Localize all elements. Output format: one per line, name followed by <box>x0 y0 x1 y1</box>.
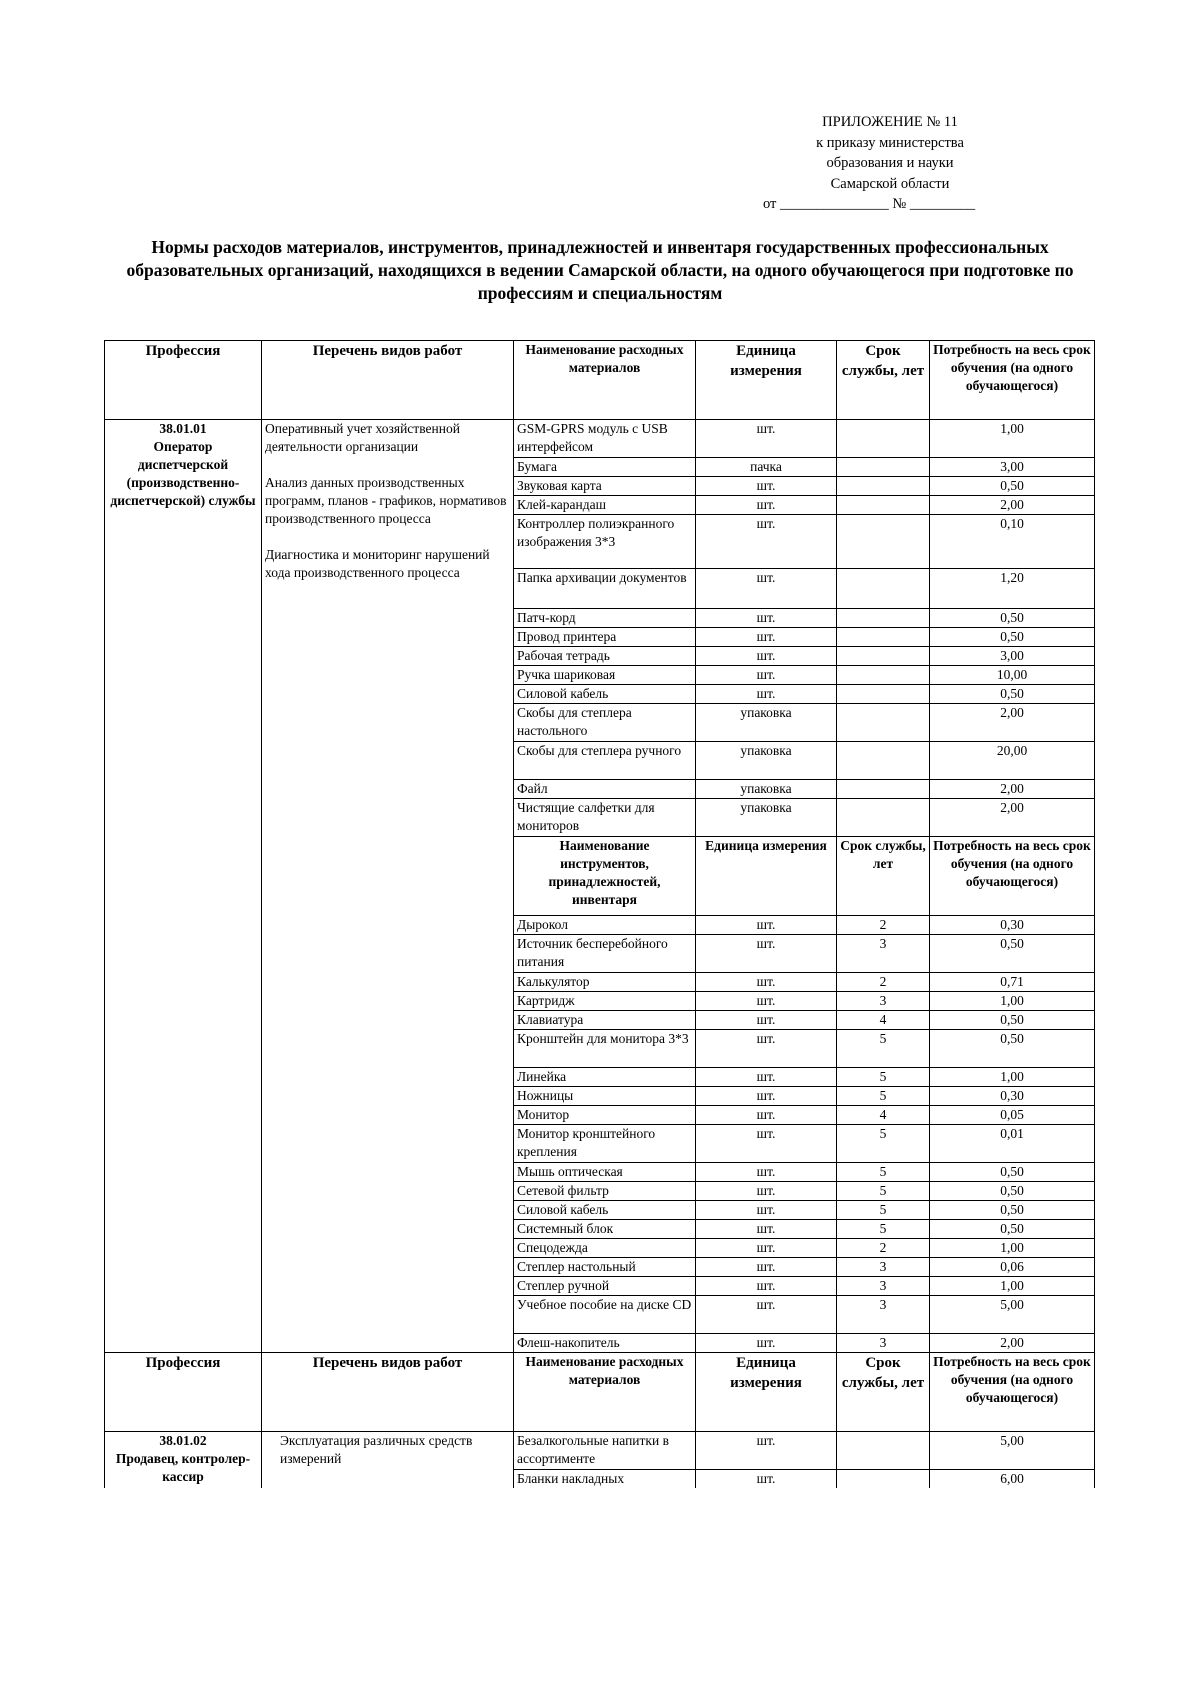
item-need: 3,00 <box>930 647 1095 666</box>
item-name: GSM-GPRS модуль с USB интерфейсом <box>514 420 696 458</box>
item-unit: шт. <box>696 973 837 992</box>
item-need: 0,50 <box>930 1220 1095 1239</box>
item-need: 0,06 <box>930 1258 1095 1277</box>
item-name: Системный блок <box>514 1220 696 1239</box>
works-cell <box>262 420 514 1353</box>
works-cell <box>262 1432 514 1489</box>
item-name: Файл <box>514 780 696 799</box>
item-name: Линейка <box>514 1068 696 1087</box>
item-unit: шт. <box>696 1277 837 1296</box>
item-unit: шт. <box>696 1296 837 1334</box>
item-unit: упаковка <box>696 704 837 742</box>
item-need: 0,30 <box>930 1087 1095 1106</box>
item-name: Ручка шариковая <box>514 666 696 685</box>
item-need: 0,50 <box>930 477 1095 496</box>
header-profession: Профессия <box>105 341 262 420</box>
item-need: 2,00 <box>930 704 1095 742</box>
item-need: 2,00 <box>930 799 1095 837</box>
item-need: 1,00 <box>930 992 1095 1011</box>
item-term: 5 <box>837 1201 930 1220</box>
item-name: Флеш-накопитель <box>514 1334 696 1353</box>
item-term: 5 <box>837 1182 930 1201</box>
item-unit: шт. <box>696 1470 837 1489</box>
item-name: Степлер ручной <box>514 1277 696 1296</box>
item-unit: шт. <box>696 1201 837 1220</box>
item-name: Папка архивации документов <box>514 569 696 609</box>
item-term: 5 <box>837 1030 930 1068</box>
item-need: 0,50 <box>930 1201 1095 1220</box>
item-unit: шт. <box>696 685 837 704</box>
item-term: 4 <box>837 1011 930 1030</box>
item-term: 3 <box>837 1296 930 1334</box>
item-term <box>837 1470 930 1489</box>
item-need: 1,20 <box>930 569 1095 609</box>
header-term: Срок службы, лет <box>837 1353 930 1432</box>
item-name: Монитор <box>514 1106 696 1125</box>
item-name: Провод принтера <box>514 628 696 647</box>
item-unit: шт. <box>696 1163 837 1182</box>
item-need: 0,50 <box>930 935 1095 973</box>
item-term <box>837 420 930 458</box>
item-need: 0,50 <box>930 1030 1095 1068</box>
work-item: Анализ данных производственных программ, планов - графиков, нормативов производственного процесса <box>265 475 507 526</box>
item-unit: упаковка <box>696 799 837 837</box>
header-unit: Единица измерения <box>696 341 837 420</box>
appendix-ministry-line: образования и науки <box>826 155 954 171</box>
item-unit: шт. <box>696 1087 837 1106</box>
item-term <box>837 458 930 477</box>
item-unit: шт. <box>696 515 837 569</box>
item-term: 3 <box>837 1334 930 1353</box>
item-term: 2 <box>837 1239 930 1258</box>
item-need: 1,00 <box>930 1239 1095 1258</box>
item-unit: шт. <box>696 1030 837 1068</box>
item-need: 2,00 <box>930 496 1095 515</box>
item-name: Спецодежда <box>514 1239 696 1258</box>
item-need: 0,50 <box>930 1182 1095 1201</box>
item-term <box>837 780 930 799</box>
item-unit: шт. <box>696 992 837 1011</box>
item-unit: шт. <box>696 1334 837 1353</box>
profession-name: Продавец, контролер-кассир <box>115 1451 251 1484</box>
item-unit: шт. <box>696 666 837 685</box>
item-term: 5 <box>837 1220 930 1239</box>
item-unit: упаковка <box>696 780 837 799</box>
appendix-region-line: Самарской области <box>830 175 950 192</box>
header-materials: Наименование расходных материалов <box>514 1353 696 1432</box>
work-item: Диагностика и мониторинг нарушений хода производственного процесса <box>265 547 490 580</box>
item-unit: шт. <box>696 1220 837 1239</box>
item-term <box>837 704 930 742</box>
item-need: 0,05 <box>930 1106 1095 1125</box>
work-item: Эксплуатация различных средств измерений <box>280 1433 473 1466</box>
item-name: Скобы для степлера ручного <box>514 742 696 780</box>
item-unit: шт. <box>696 420 837 458</box>
item-term: 5 <box>837 1163 930 1182</box>
header-works: Перечень видов работ <box>262 341 514 420</box>
section1-header-row <box>105 341 1095 420</box>
item-term: 2 <box>837 973 930 992</box>
item-name: Силовой кабель <box>514 685 696 704</box>
profession-name: Оператор диспетчерской (производственно-диспетчерской) службы <box>110 439 256 508</box>
item-term: 4 <box>837 1106 930 1125</box>
item-unit: шт. <box>696 647 837 666</box>
header-unit: Единица измерения <box>696 1353 837 1432</box>
item-term: 3 <box>837 992 930 1011</box>
item-need: 0,30 <box>930 916 1095 935</box>
profession-cell <box>105 420 262 1353</box>
item-unit: упаковка <box>696 742 837 780</box>
item-name: Бланки накладных <box>514 1470 696 1489</box>
material-row <box>105 420 1095 458</box>
item-name: Мышь оптическая <box>514 1163 696 1182</box>
section2-header-row <box>105 1353 1095 1432</box>
item-term <box>837 496 930 515</box>
item-name: Контроллер полиэкранного изображения 3*3 <box>514 515 696 569</box>
item-term <box>837 569 930 609</box>
header-works: Перечень видов работ <box>262 1353 514 1432</box>
item-unit: пачка <box>696 458 837 477</box>
item-term <box>837 647 930 666</box>
item-term: 5 <box>837 1087 930 1106</box>
item-name: Силовой кабель <box>514 1201 696 1220</box>
item-need: 0,50 <box>930 1011 1095 1030</box>
item-need: 0,10 <box>930 515 1095 569</box>
item-name: Степлер настольный <box>514 1258 696 1277</box>
item-need: 20,00 <box>930 742 1095 780</box>
item-unit: шт. <box>696 935 837 973</box>
item-name: Ножницы <box>514 1087 696 1106</box>
work-item: Оперативный учет хозяйственной деятельности организации <box>265 421 460 454</box>
appendix-signature-line: от _______________ № _________ <box>763 196 976 212</box>
tools-header-unit: Единица измерения <box>696 837 837 916</box>
item-name: Звуковая карта <box>514 477 696 496</box>
item-need: 1,00 <box>930 420 1095 458</box>
appendix-number: ПРИЛОЖЕНИЕ № 11 <box>822 114 958 130</box>
item-need: 10,00 <box>930 666 1095 685</box>
item-need: 6,00 <box>930 1470 1095 1489</box>
profession-cell <box>105 1432 262 1489</box>
item-need: 2,00 <box>930 780 1095 799</box>
item-term <box>837 685 930 704</box>
header-materials: Наименование расходных материалов <box>514 341 696 420</box>
item-term <box>837 742 930 780</box>
item-need: 0,01 <box>930 1125 1095 1163</box>
item-unit: шт. <box>696 1432 837 1470</box>
item-term <box>837 609 930 628</box>
item-name: Картридж <box>514 992 696 1011</box>
item-name: Клавиатура <box>514 1011 696 1030</box>
item-need: 3,00 <box>930 458 1095 477</box>
item-term: 5 <box>837 1068 930 1087</box>
item-term <box>837 477 930 496</box>
tools-header-name: Наименование инструментов, принадлежностей, инвентаря <box>514 837 696 916</box>
item-unit: шт. <box>696 1068 837 1087</box>
item-need: 0,50 <box>930 628 1095 647</box>
profession-code: 38.01.02 <box>159 1433 207 1448</box>
item-term <box>837 799 930 837</box>
item-term: 2 <box>837 916 930 935</box>
tools-header-term: Срок службы, лет <box>837 837 930 916</box>
appendix-order-line: к приказу министерства <box>816 134 964 151</box>
item-unit: шт. <box>696 916 837 935</box>
item-name: Сетевой фильтр <box>514 1182 696 1201</box>
norms-table <box>104 340 1095 1488</box>
item-name: Источник бесперебойного питания <box>514 935 696 973</box>
item-unit: шт. <box>696 1258 837 1277</box>
item-name: Рабочая тетрадь <box>514 647 696 666</box>
header-need: Потребность на весь срок обучения (на одного обучающегося) <box>930 341 1095 420</box>
header-need: Потребность на весь срок обучения (на одного обучающегося) <box>930 1353 1095 1432</box>
item-name: Патч-корд <box>514 609 696 628</box>
item-name: Клей-карандаш <box>514 496 696 515</box>
item-term: 3 <box>837 1277 930 1296</box>
profession-code: 38.01.01 <box>159 421 207 436</box>
item-term: 5 <box>837 1125 930 1163</box>
item-name: Дырокол <box>514 916 696 935</box>
item-term: 3 <box>837 935 930 973</box>
item-term <box>837 1432 930 1470</box>
item-unit: шт. <box>696 1182 837 1201</box>
item-name: Бумага <box>514 458 696 477</box>
item-name: Скобы для степлера настольного <box>514 704 696 742</box>
item-unit: шт. <box>696 1125 837 1163</box>
item-name: Кронштейн для монитора 3*3 <box>514 1030 696 1068</box>
item-need: 1,00 <box>930 1068 1095 1087</box>
item-name: Безалкогольные напитки в ассортименте <box>514 1432 696 1470</box>
header-term: Срок службы, лет <box>837 341 930 420</box>
item-unit: шт. <box>696 628 837 647</box>
item-name: Монитор кронштейного крепления <box>514 1125 696 1163</box>
material-row <box>105 1432 1095 1470</box>
item-term: 3 <box>837 1258 930 1277</box>
item-name: Калькулятор <box>514 973 696 992</box>
item-term <box>837 515 930 569</box>
item-term <box>837 628 930 647</box>
item-term <box>837 666 930 685</box>
appendix-block <box>760 112 1020 215</box>
item-need: 2,00 <box>930 1334 1095 1353</box>
item-unit: шт. <box>696 496 837 515</box>
item-unit: шт. <box>696 1011 837 1030</box>
header-profession: Профессия <box>105 1353 262 1432</box>
item-need: 5,00 <box>930 1296 1095 1334</box>
item-need: 0,50 <box>930 1163 1095 1182</box>
tools-header-need: Потребность на весь срок обучения (на одного обучающегося) <box>930 837 1095 916</box>
item-unit: шт. <box>696 569 837 609</box>
item-unit: шт. <box>696 1106 837 1125</box>
item-unit: шт. <box>696 477 837 496</box>
item-need: 1,00 <box>930 1277 1095 1296</box>
item-need: 0,71 <box>930 973 1095 992</box>
item-need: 0,50 <box>930 609 1095 628</box>
document-title: Нормы расходов материалов, инструментов, принадлежностей и инвентаря государственных профессиональных образовательных организаций, находящихся в ведении Самарской области, на одного обучающегося при подготовке по профессиям и специальностям <box>126 237 1074 303</box>
item-need: 5,00 <box>930 1432 1095 1470</box>
item-unit: шт. <box>696 1239 837 1258</box>
item-name: Чистящие салфетки для мониторов <box>514 799 696 837</box>
item-unit: шт. <box>696 609 837 628</box>
item-name: Учебное пособие на диске CD <box>514 1296 696 1334</box>
item-need: 0,50 <box>930 685 1095 704</box>
